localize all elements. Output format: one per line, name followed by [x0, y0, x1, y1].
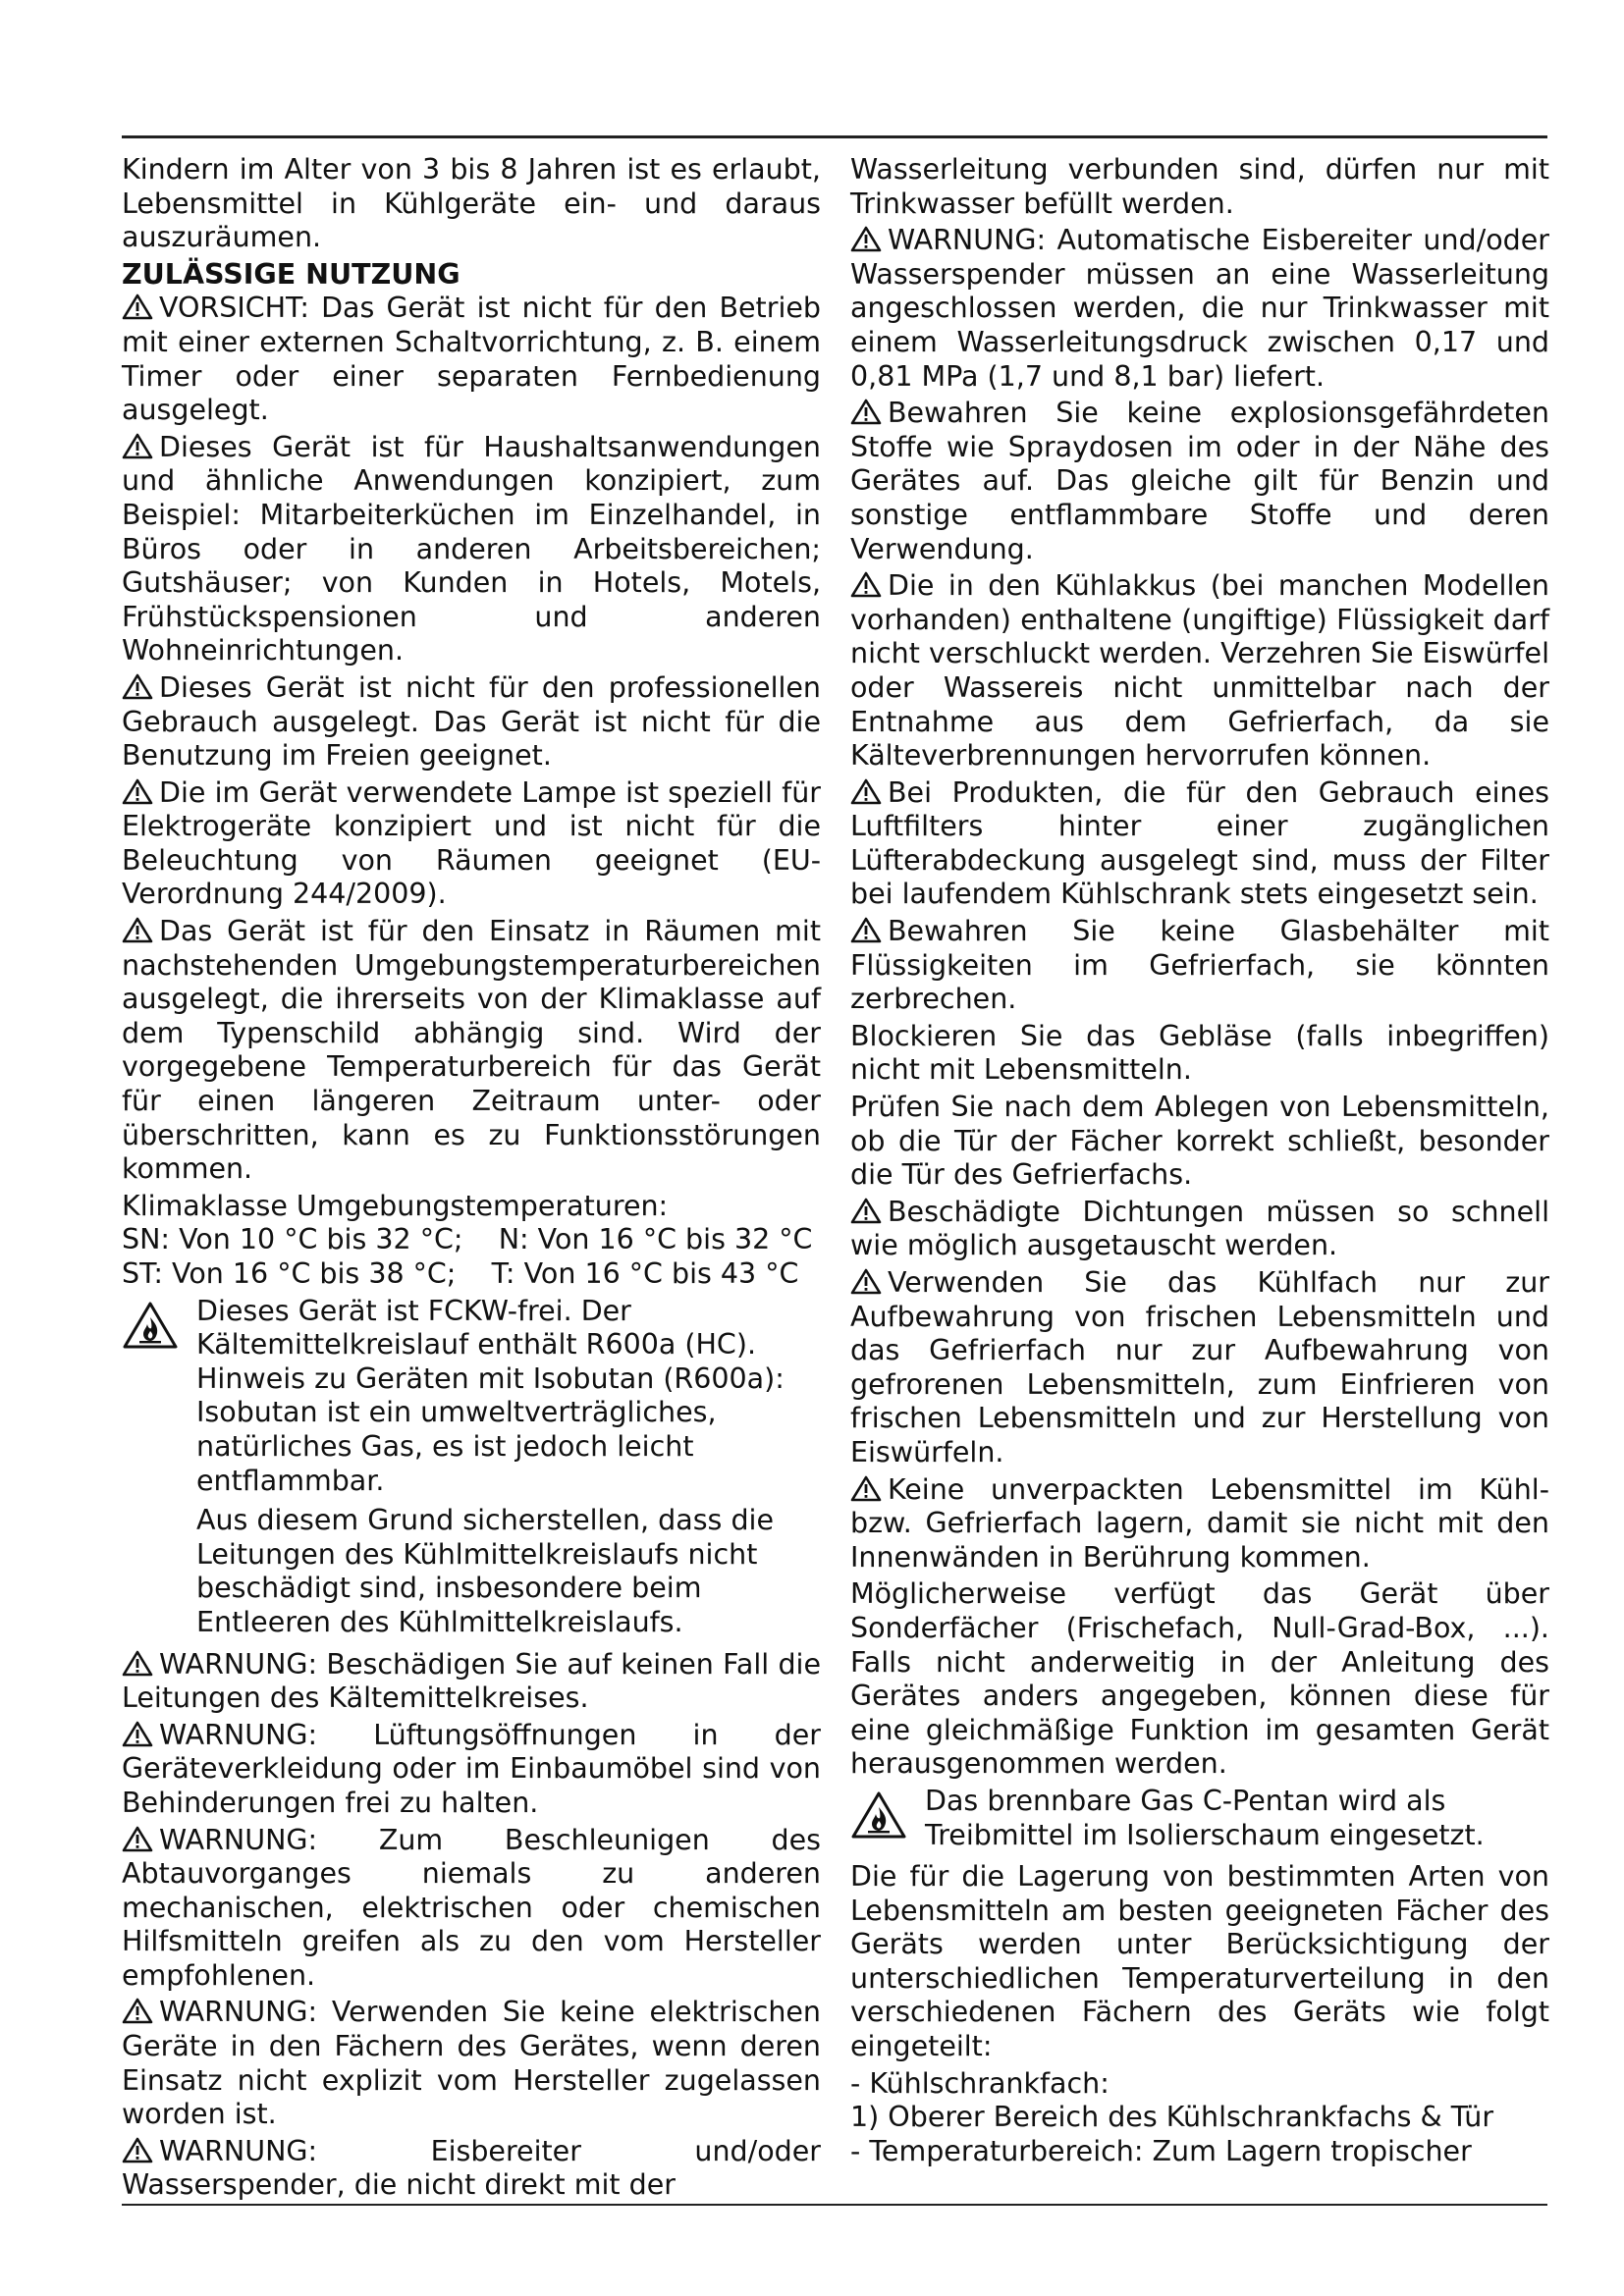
paragraph-text: Beschädigte Dichtungen müssen so schnell wie möglich ausgetauscht werden.	[850, 1195, 1549, 1262]
paragraph-warning	[122, 2135, 821, 2203]
paragraph-text: Bei Produkten, die für den Gebrauch eines Luftfilters hinter einer zugänglichen Lüfterabdeckung ausgelegt sind, muss der Filter bei laufendem Kühlschrank stets eingesetzt sein.	[850, 775, 1549, 911]
flammable-text: Dieses Gerät ist FCKW-frei. Der Kältemittelkreislauf enthält R600a (HC). Hinweis zu Geräten mit Isobutan (R600a): Isobutan ist ein umweltverträgliches, natürliches Gas, es ist jedoch leicht entflammbar.	[196, 1294, 785, 1497]
paragraph-warning	[122, 1648, 821, 1716]
paragraph: Blockieren Sie das Gebläse (falls inbegriffen) nicht mit Lebensmitteln.	[850, 1019, 1549, 1087]
list-item: 1) Oberer Bereich des Kühlschrankfachs & Tür	[850, 2101, 1494, 2134]
list-item: - Temperaturbereich: Zum Lagern tropischer	[850, 2134, 1472, 2167]
warning-icon	[122, 294, 153, 320]
paragraph-text: WARNUNG: Zum Beschleunigen des Abtauvorganges niemals zu anderen mechanischen, elektrischen oder chemischen Hilfsmitteln greifen als zu den vom Hersteller empfohlenen.	[122, 1823, 821, 1992]
paragraph-text: WARNUNG: Verwenden Sie keine elektrischen Geräte in den Fächern des Gerätes, wenn deren Einsatz nicht explizit vom Hersteller zugelassen worden ist.	[122, 1996, 821, 2131]
paragraph-warning	[850, 569, 1549, 774]
paragraph-caution	[122, 292, 821, 427]
climate-class-row	[122, 1257, 821, 1292]
top-rule	[122, 135, 1547, 138]
paragraph-text: Die im Gerät verwendete Lampe ist speziell für Elektrogeräte konzipiert und ist nicht für die Beleuchtung von Räumen geeignet (EU-Verordnung 244/2009).	[122, 775, 821, 911]
paragraph-warning	[850, 915, 1549, 1017]
warning-icon	[850, 1268, 882, 1295]
paragraph: Wasserleitung verbunden sind, dürfen nur mit Trinkwasser befüllt werden.	[850, 153, 1549, 220]
paragraph-text: Das Gerät ist für den Einsatz in Räumen mit nachstehenden Umgebungstemperaturbereichen ausgelegt, die ihrerseits von der Klimaklasse auf dem Typenschild abhängig sind. Wird der vorgegebene Temperaturbereich für das Gerät für einen längeren Zeitraum unter- oder überschritten, kann es zu Funktionsstörungen kommen.	[122, 915, 821, 1186]
paragraph-warning	[122, 1996, 821, 2131]
warning-icon	[122, 433, 153, 459]
paragraph-text: Die in den Kühlakkus (bei manchen Modellen vorhanden) enthaltene (ungiftige) Flüssigkeit darf nicht verschluckt werden. Verzehren Sie Eiswürfel oder Wassereis nicht unmittelbar nach der Entnahme aus dem Gefrierfach, da sie Kälteverbrennungen hervorrufen können.	[850, 569, 1549, 773]
right-column	[850, 153, 1549, 2168]
paragraph-warning	[850, 776, 1549, 912]
section-heading: ZULÄSSIGE NUTZUNG	[122, 257, 460, 291]
paragraph-warning	[122, 1824, 821, 1994]
warning-icon	[122, 917, 153, 943]
paragraph-warning	[122, 671, 821, 774]
climate-t: T: Von 16 °C bis 43 °C	[491, 1257, 799, 1290]
warning-icon	[122, 2137, 153, 2163]
paragraph-text: Verwenden Sie das Kühlfach nur zur Aufbewahrung von frischen Lebensmitteln und das Gefrierfach nur zur Aufbewahrung von gefrorenen Lebensmitteln, zum Einfrieren von frischen Lebensmitteln und zur Herstellung von Eiswürfeln.	[850, 1266, 1549, 1468]
paragraph-warning	[850, 224, 1549, 394]
warning-icon	[122, 1721, 153, 1747]
climate-n: N: Von 16 °C bis 32 °C	[498, 1223, 813, 1256]
paragraph-warning	[850, 397, 1549, 566]
paragraph-warning	[850, 1473, 1549, 1575]
paragraph: Möglicherweise verfügt das Gerät über Sonderfächer (Frischefach, Null-Grad-Box, ...). Falls nicht anderweitig in der Anleitung des Gerätes anders angegeben, können diese für eine gleichmäßige Funktion im gesamten Gerät herausgenommen werden.	[850, 1577, 1549, 1781]
paragraph-text: VORSICHT: Das Gerät ist nicht für den Betrieb mit einer externen Schaltvorrichtung, z. B. einem Timer oder einer separaten Fernbedienung ausgelegt.	[122, 292, 821, 427]
paragraph-text: WARNUNG: Lüftungsöffnungen in der Geräteverkleidung oder im Einbaumöbel sind von Behinderungen frei zu halten.	[122, 1718, 821, 1819]
flammable-text: Aus diesem Grund sicherstellen, dass die Leitungen des Kühlmittelkreislaufs nicht beschädigt sind, insbesondere beim Entleeren des Kühlmittelkreislaufs.	[196, 1504, 775, 1638]
paragraph-text: Bewahren Sie keine explosionsgefährdeten Stoffe wie Spraydosen im oder in der Nähe des Gerätes auf. Das gleiche gilt für Benzin und sonstige entflammbare Stoffe und deren Verwendung.	[850, 397, 1549, 565]
paragraph-warning	[122, 1719, 821, 1821]
paragraph-text: WARNUNG: Eisbereiter und/oder Wasserspender, die nicht direkt mit der	[122, 2134, 821, 2202]
warning-icon	[122, 1650, 153, 1677]
warning-icon	[850, 778, 882, 805]
left-column	[122, 153, 821, 2206]
climate-class-row	[122, 1223, 821, 1257]
flammable-icon	[850, 1790, 907, 1840]
paragraph-warning	[122, 776, 821, 912]
warning-icon	[850, 1198, 882, 1224]
paragraph-text: WARNUNG: Automatische Eisbereiter und/oder Wasserspender müssen an eine Wasserleitung angeschlossen werden, die nur Trinkwasser mit einem Wasserleitungsdruck zwischen 0,17 und 0,81 MPa (1,7 und 8,1 bar) liefert.	[850, 224, 1549, 393]
warning-icon	[850, 226, 882, 252]
warning-icon	[122, 1826, 153, 1852]
climate-sn: SN: Von 10 °C bis 32 °C;	[122, 1223, 463, 1256]
warning-icon	[122, 778, 153, 805]
paragraph: Die für die Lagerung von bestimmten Arten von Lebensmitteln am besten geeigneten Fächer des Geräts werden unter Berücksichtigung der unterschiedlichen Temperaturverteilung in den verschiedenen Fächern des Geräts wie folgt eingeteilt:	[850, 1860, 1549, 2063]
bottom-rule	[122, 2204, 1547, 2206]
flammable-notice	[850, 1785, 1549, 1852]
flammable-notice	[122, 1295, 821, 1640]
paragraph-text: Dieses Gerät ist nicht für den professionellen Gebrauch ausgelegt. Das Gerät ist nicht für die Benutzung im Freien geeignet.	[122, 670, 821, 773]
paragraph-text: WARNUNG: Beschädigen Sie auf keinen Fall die Leitungen des Kältemittelkreises.	[122, 1647, 821, 1715]
list-item: - Kühlschrankfach:	[850, 2066, 1110, 2100]
climate-st: ST: Von 16 °C bis 38 °C;	[122, 1257, 457, 1290]
paragraph-warning	[850, 1266, 1549, 1470]
warning-icon	[850, 571, 882, 598]
paragraph-warning	[122, 915, 821, 1187]
paragraph-warning	[122, 431, 821, 668]
paragraph-text: Keine unverpackten Lebensmittel im Kühl- bzw. Gefrierfach lagern, damit sie nicht mit den Innenwänden in Berührung kommen.	[850, 1472, 1549, 1574]
paragraph: Prüfen Sie nach dem Ablegen von Lebensmitteln, ob die Tür der Fächer korrekt schließt, besonder die Tür des Gefrierfachs.	[850, 1091, 1549, 1192]
flammable-text: Das brennbare Gas C-Pentan wird als Treibmittel im Isolierschaum eingesetzt.	[925, 1784, 1485, 1851]
paragraph-text: Bewahren Sie keine Glasbehälter mit Flüssigkeiten im Gefrierfach, sie könnten zerbrechen.	[850, 915, 1549, 1016]
warning-icon	[850, 1475, 882, 1502]
warning-icon	[850, 399, 882, 425]
paragraph-text: Dieses Gerät ist für Haushaltsanwendungen und ähnliche Anwendungen konzipiert, zum Beispiel: Mitarbeiterküchen im Einzelhandel, in Büros oder in anderen Arbeitsbereichen; Gutshäuser; von Kunden in Hotels, Motels, Frühstückspensionen und anderen Wohneinrichtungen.	[122, 430, 821, 667]
warning-icon	[850, 917, 882, 943]
warning-icon	[122, 1998, 153, 2024]
climate-class-title: Klimaklasse Umgebungstemperaturen:	[122, 1189, 669, 1222]
warning-icon	[122, 673, 153, 700]
paragraph-warning	[850, 1196, 1549, 1263]
flammable-icon	[122, 1301, 179, 1350]
paragraph: Kindern im Alter von 3 bis 8 Jahren ist es erlaubt, Lebensmittel in Kühlgeräte ein- und daraus auszuräumen.	[122, 153, 821, 254]
